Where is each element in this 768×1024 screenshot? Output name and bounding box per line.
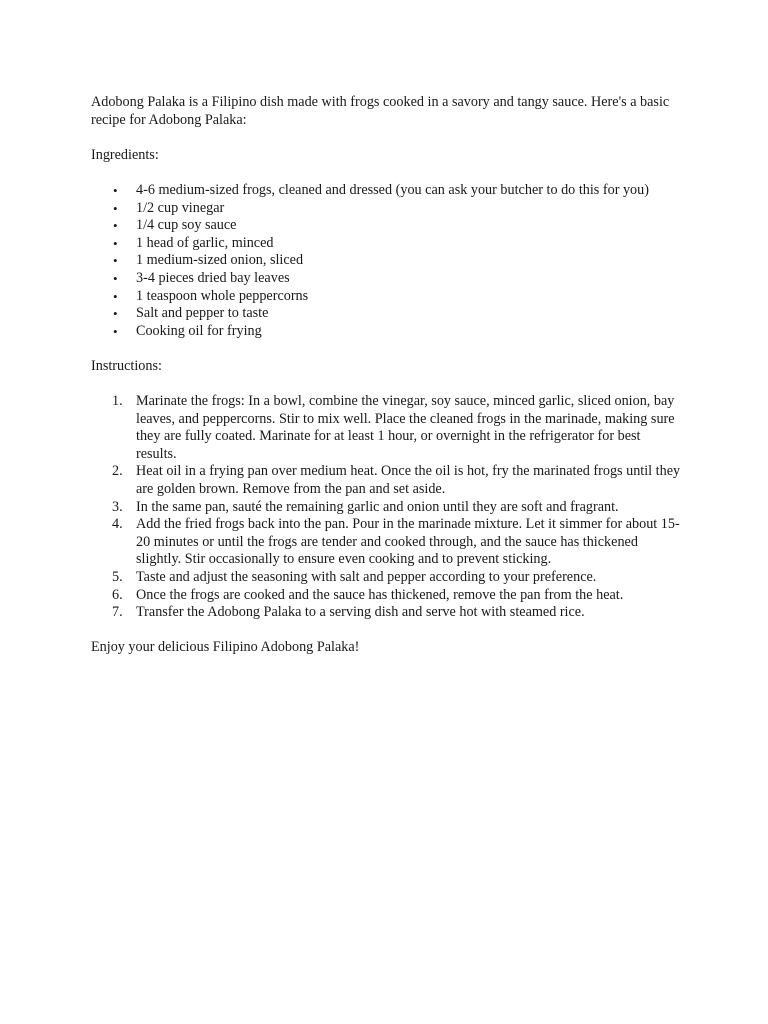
step-number: 4.: [112, 516, 123, 533]
document-content: [91, 94, 681, 657]
intro-paragraph: Adobong Palaka is a Filipino dish made with frogs cooked in a savory and tangy sauce. Here's a basic recipe for Adobong Palaka:: [91, 94, 670, 128]
ingredients-list: [91, 182, 681, 340]
ingredient-item: • Salt and pepper to taste: [136, 305, 681, 323]
step-number: 3.: [112, 498, 123, 515]
ingredient-item: • 3-4 pieces dried bay leaves: [136, 270, 681, 288]
step-number: 2.: [112, 463, 123, 480]
ingredient-item: • 1 teaspoon whole peppercorns: [136, 288, 681, 306]
instruction-step: [112, 569, 681, 587]
ingredient-item: • 1 head of garlic, minced: [136, 235, 681, 253]
closing-line: Enjoy your delicious Filipino Adobong Palaka!: [91, 639, 360, 656]
step-text: In the same pan, sauté the remaining garlic and onion until they are soft and fragrant.: [136, 498, 619, 515]
instruction-step: [112, 463, 681, 498]
instruction-step: [112, 516, 681, 569]
ingredient-item: • Cooking oil for frying: [136, 323, 681, 341]
step-number: 6.: [112, 586, 123, 603]
step-text: Once the frogs are cooked and the sauce has thickened, remove the pan from the heat.: [136, 586, 624, 603]
instructions-heading: Instructions:: [91, 357, 162, 374]
step-text: Transfer the Adobong Palaka to a serving dish and serve hot with steamed rice.: [136, 604, 585, 621]
instruction-step: [112, 604, 681, 622]
ingredients-heading: Ingredients:: [91, 146, 159, 163]
instruction-step: [112, 393, 681, 463]
step-text: Taste and adjust the seasoning with salt and pepper according to your preference.: [136, 569, 597, 586]
step-text: Heat oil in a frying pan over medium heat. Once the oil is hot, fry the marinated frogs until they are golden brown. Remove from the pan and set aside.: [136, 463, 681, 498]
step-text: Add the fried frogs back into the pan. Pour in the marinade mixture. Let it simmer for about 15-20 minutes or until the frogs are tender and cooked through, and the sauce has thickened slightly. Stir occasionally to ensure even cooking and to prevent sticking.: [136, 516, 680, 568]
instruction-step: [112, 586, 681, 605]
instruction-step: [112, 498, 681, 517]
step-number: 1.: [112, 393, 123, 410]
ingredient-item: • 4-6 medium-sized frogs, cleaned and dressed (you can ask your butcher to do this for you): [136, 182, 681, 200]
ingredient-item: • 1/4 cup soy sauce: [136, 217, 681, 235]
step-text: Marinate the frogs: In a bowl, combine the vinegar, soy sauce, minced garlic, sliced onion, bay leaves, and peppercorns. Stir to mix well. Place the cleaned frogs in the marinade, making sure they are fully coated. Marinate for at least 1 hour, or overnight in the refrigerator for best results.: [136, 393, 675, 462]
step-number: 7.: [112, 604, 123, 621]
instructions-list: [91, 393, 681, 622]
step-number: 5.: [112, 569, 123, 586]
ingredient-item: • 1 medium-sized onion, sliced: [136, 252, 681, 270]
ingredient-item: • 1/2 cup vinegar: [136, 200, 681, 218]
